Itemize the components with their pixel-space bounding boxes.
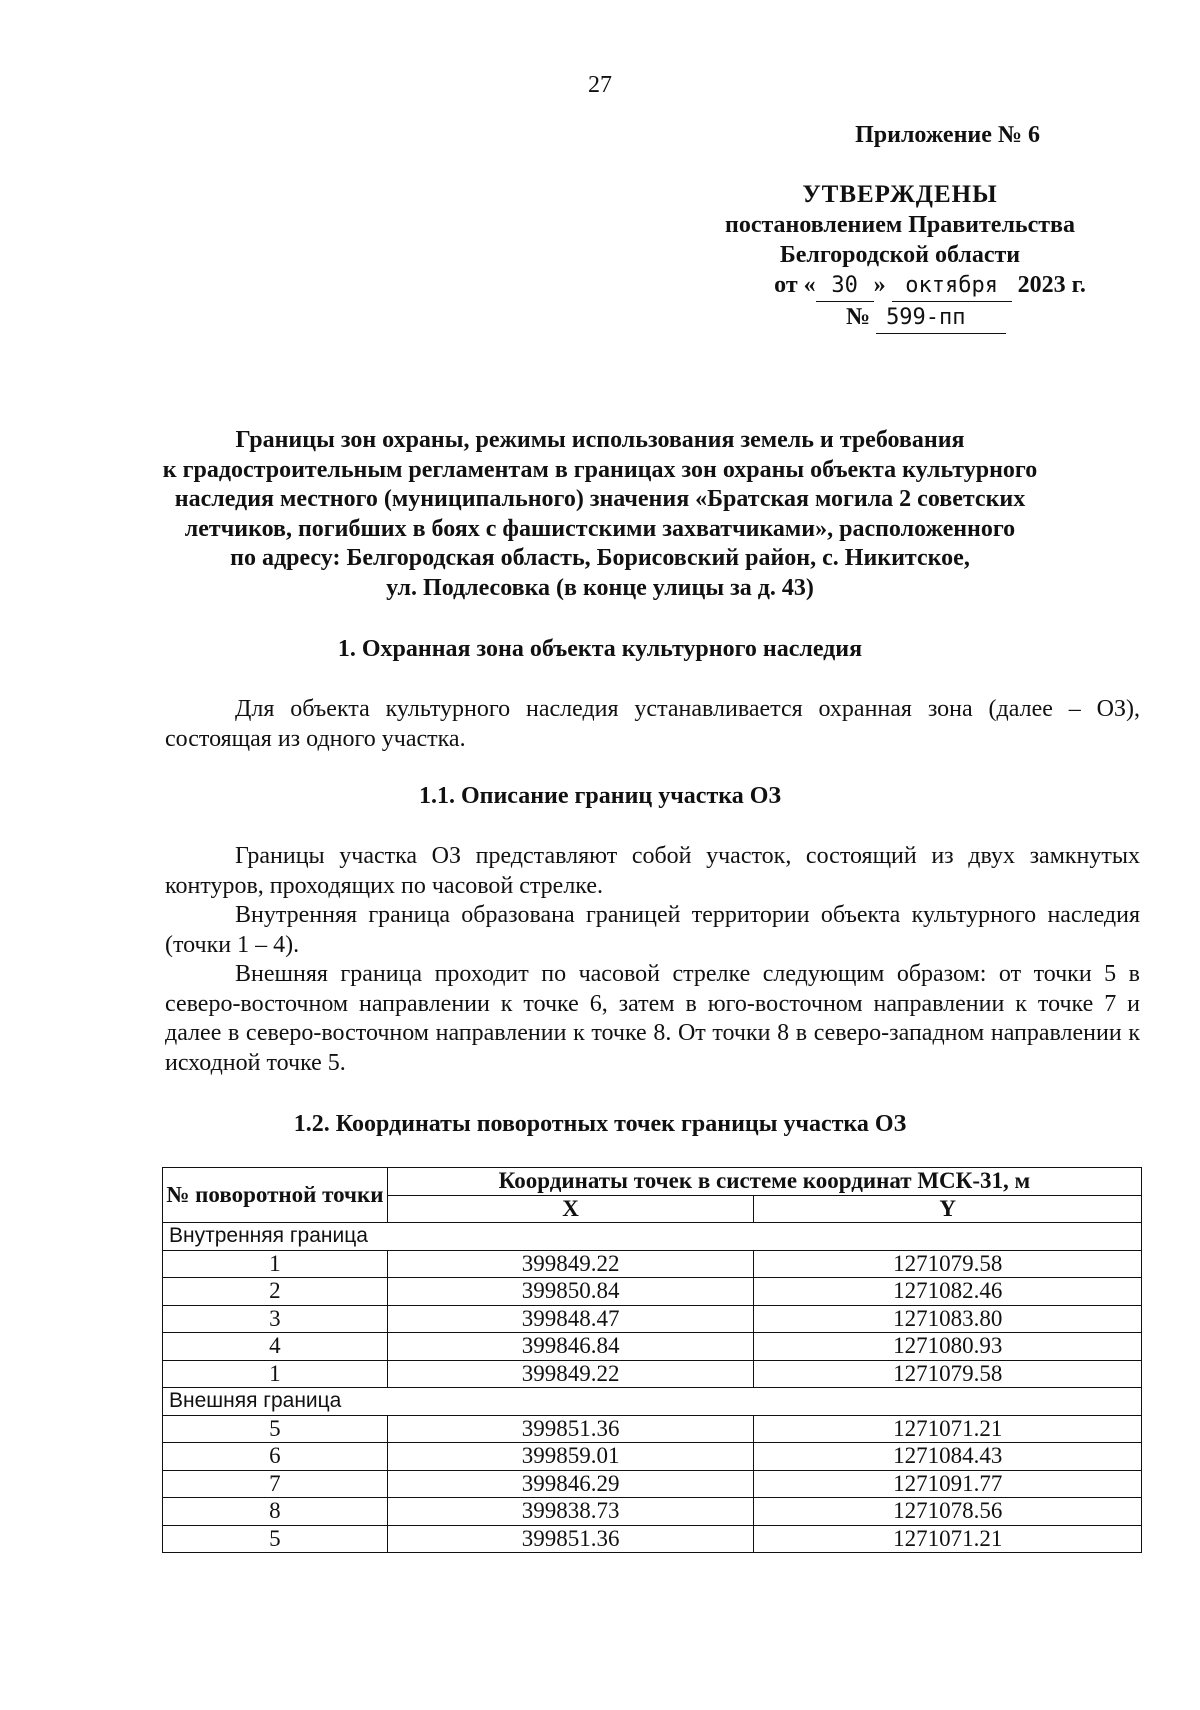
cell-x: 399849.22 [387,1250,754,1278]
group-inner-border: Внутренняя граница [163,1223,1142,1251]
cell-point: 5 [163,1525,388,1553]
cell-x: 399849.22 [387,1360,754,1388]
cell-point: 7 [163,1470,388,1498]
approval-date [640,270,1160,302]
date-day: 30 [816,271,874,302]
section-1-1-paragraph: Внутренняя граница образована границей территории объекта культурного наследия (точки 1 – 4). [165,902,1140,958]
cell-point: 5 [163,1415,388,1443]
section-1-text-block [165,695,1140,754]
title-line: наследия местного (муниципального) значения «Братская могила 2 советских [174,486,1026,512]
decree-number: 599-пп [876,303,1006,334]
date-month: октября [892,271,1012,302]
cell-x: 399851.36 [387,1525,754,1553]
approval-line-2: Белгородской области [779,242,1021,268]
cell-x: 399851.36 [387,1415,754,1443]
cell-y: 1271083.80 [754,1305,1142,1333]
section-1-paragraph: Для объекта культурного наследия устанавливается охранная зона (далее – ОЗ), состоящая из одного участка. [165,696,1140,752]
approved-heading: УТВЕРЖДЕНЫ [802,181,998,208]
title-line: к градостроительным регламентам в границах зон охраны объекта культурного [162,456,1038,483]
title-line: по адресу: Белгородская область, Борисовский район, с. Никитское, [230,545,970,571]
cell-x: 399846.29 [387,1470,754,1498]
table-row [163,1470,1142,1498]
title-line: летчиков, погибших в боях с фашистскими захватчиками», расположенного [184,515,1016,542]
cell-y: 1271084.43 [754,1443,1142,1471]
date-year: 2023 г. [1017,272,1086,298]
table-row [163,1305,1142,1333]
table-row [163,1498,1142,1526]
table-row [163,1250,1142,1278]
table-row [163,1415,1142,1443]
header-coords: Координаты точек в системе координат МСК-31, м [387,1168,1141,1196]
title-line: ул. Подлесовка (в конце улицы за д. 43) [386,574,814,601]
section-1-1-paragraph: Внешняя граница проходит по часовой стрелке следующим образом: от точки 5 в северо-восточном направлении к точке 6, затем в юго-восточном направлении к точке 7 и далее в северо-восточном направлении к точке 8. От точки 8 в северо-западном направлении к исходной точке 5. [165,961,1140,1076]
header-y: Y [754,1195,1142,1223]
cell-point: 1 [163,1250,388,1278]
cell-x: 399848.47 [387,1305,754,1333]
approval-number [640,302,1160,334]
header-point: № поворотной точки [163,1168,388,1223]
table-row [163,1333,1142,1361]
appendix-label: Приложение № 6 [855,122,1040,148]
cell-y: 1271082.46 [754,1278,1142,1306]
cell-point: 3 [163,1305,388,1333]
group-outer-border: Внешняя граница [163,1388,1142,1416]
number-prefix: № [845,304,871,330]
table-row [163,1278,1142,1306]
cell-point: 1 [163,1360,388,1388]
coordinates-table [162,1167,1142,1553]
section-1-1-paragraph: Границы участка ОЗ представляют собой участок, состоящий из двух замкнутых контуров, проходящих по часовой стрелке. [165,843,1140,899]
section-1-1-heading: 1.1. Описание границ участка ОЗ [418,783,782,809]
table-row [163,1360,1142,1388]
cell-x: 399846.84 [387,1333,754,1361]
date-mid: » [873,272,886,298]
cell-x: 399838.73 [387,1498,754,1526]
section-1-2-heading: 1.2. Координаты поворотных точек границы участка ОЗ [293,1111,907,1137]
cell-y: 1271078.56 [754,1498,1142,1526]
cell-point: 4 [163,1333,388,1361]
cell-y: 1271091.77 [754,1470,1142,1498]
cell-y: 1271079.58 [754,1360,1142,1388]
table-row [163,1443,1142,1471]
cell-x: 399859.01 [387,1443,754,1471]
title-line: Границы зон охраны, режимы использования земель и требования [235,427,965,453]
page-number: 27 [588,72,612,98]
cell-point: 2 [163,1278,388,1306]
approval-line-1: постановлением Правительства [724,212,1075,238]
cell-y: 1271071.21 [754,1415,1142,1443]
section-1-1-text-block [165,842,1140,1078]
header-x: X [387,1195,754,1223]
table-row [163,1525,1142,1553]
cell-y: 1271079.58 [754,1250,1142,1278]
cell-y: 1271071.21 [754,1525,1142,1553]
table-group-row [163,1223,1142,1251]
cell-point: 6 [163,1443,388,1471]
cell-x: 399850.84 [387,1278,754,1306]
cell-y: 1271080.93 [754,1333,1142,1361]
approval-block [640,180,1160,334]
document-title [150,426,1050,603]
table-group-row [163,1388,1142,1416]
cell-point: 8 [163,1498,388,1526]
date-prefix: от « [774,272,816,298]
section-1-heading: 1. Охранная зона объекта культурного наследия [337,636,863,662]
